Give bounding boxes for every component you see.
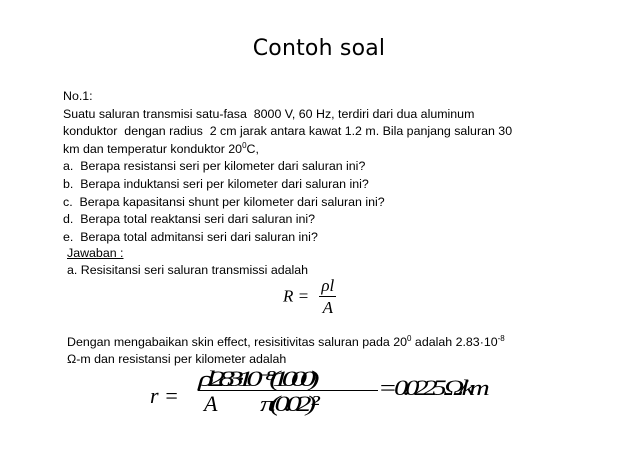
slide-title: Contoh soal (252, 36, 386, 61)
question-item: c. Berapa kapasitansi shunt per kilometer dari saluran ini? (63, 194, 385, 209)
statement-text: km dan temperatur konduktor 20 (63, 141, 243, 156)
answer-heading: Jawaban : (67, 246, 124, 260)
question-item: b. Berapa induktansi seri per kilometer dari saluran ini? (63, 176, 369, 191)
problem-block (63, 88, 583, 246)
statement-text: C, (246, 141, 259, 156)
question-item: a. Berapa resistansi seri per kilometer dari saluran ini? (63, 159, 366, 174)
answer-part-a: a. Resisitansi seri saluran transmissi adalah (67, 263, 309, 277)
garbled-calculation-equation (150, 366, 490, 420)
calc-denominator: A (204, 391, 218, 416)
calc-numerator: ρl 2.83·10⁻⁸(1000) (198, 366, 313, 391)
problem-statement-line: Suatu saluran transmisi satu-fasa 8000 V, 60 Hz, terdiri dari dua aluminum (63, 106, 475, 121)
resistance-formula (283, 276, 336, 319)
resistivity-line: Ω-m dan resistansi per kilometer adalah (67, 352, 287, 366)
question-item: d. Berapa total reaktansi seri dari saluran ini? (63, 212, 316, 227)
calc-lhs: r = (150, 383, 179, 408)
formula-numerator: ρl (321, 276, 335, 295)
formula-lhs: R = (283, 286, 310, 306)
resistivity-line: Dengan mengabaikan skin effect, resisitivitas saluran pada $20^0$ adalah $2.83\cdot 10^{-8}$ (67, 333, 505, 349)
problem-statement-line: konduktor dengan radius 2 cm jarak antara kawat 1.2 m. Bila panjang saluran 30 (63, 124, 513, 139)
answer-block (67, 245, 308, 279)
problem-statement-line (63, 141, 583, 159)
calc-denominator: π(0.02)² (260, 391, 315, 416)
calc-result: = 0.0225 Ω/km (378, 375, 485, 400)
resistivity-text (67, 334, 587, 368)
question-item: e. Berapa total admitansi seri dari saluran ini? (63, 229, 318, 244)
formula-fraction (319, 276, 336, 319)
problem-number: No.1: (63, 89, 93, 103)
formula-denominator: A (322, 298, 333, 317)
degree-superscript: 0 (242, 140, 247, 150)
